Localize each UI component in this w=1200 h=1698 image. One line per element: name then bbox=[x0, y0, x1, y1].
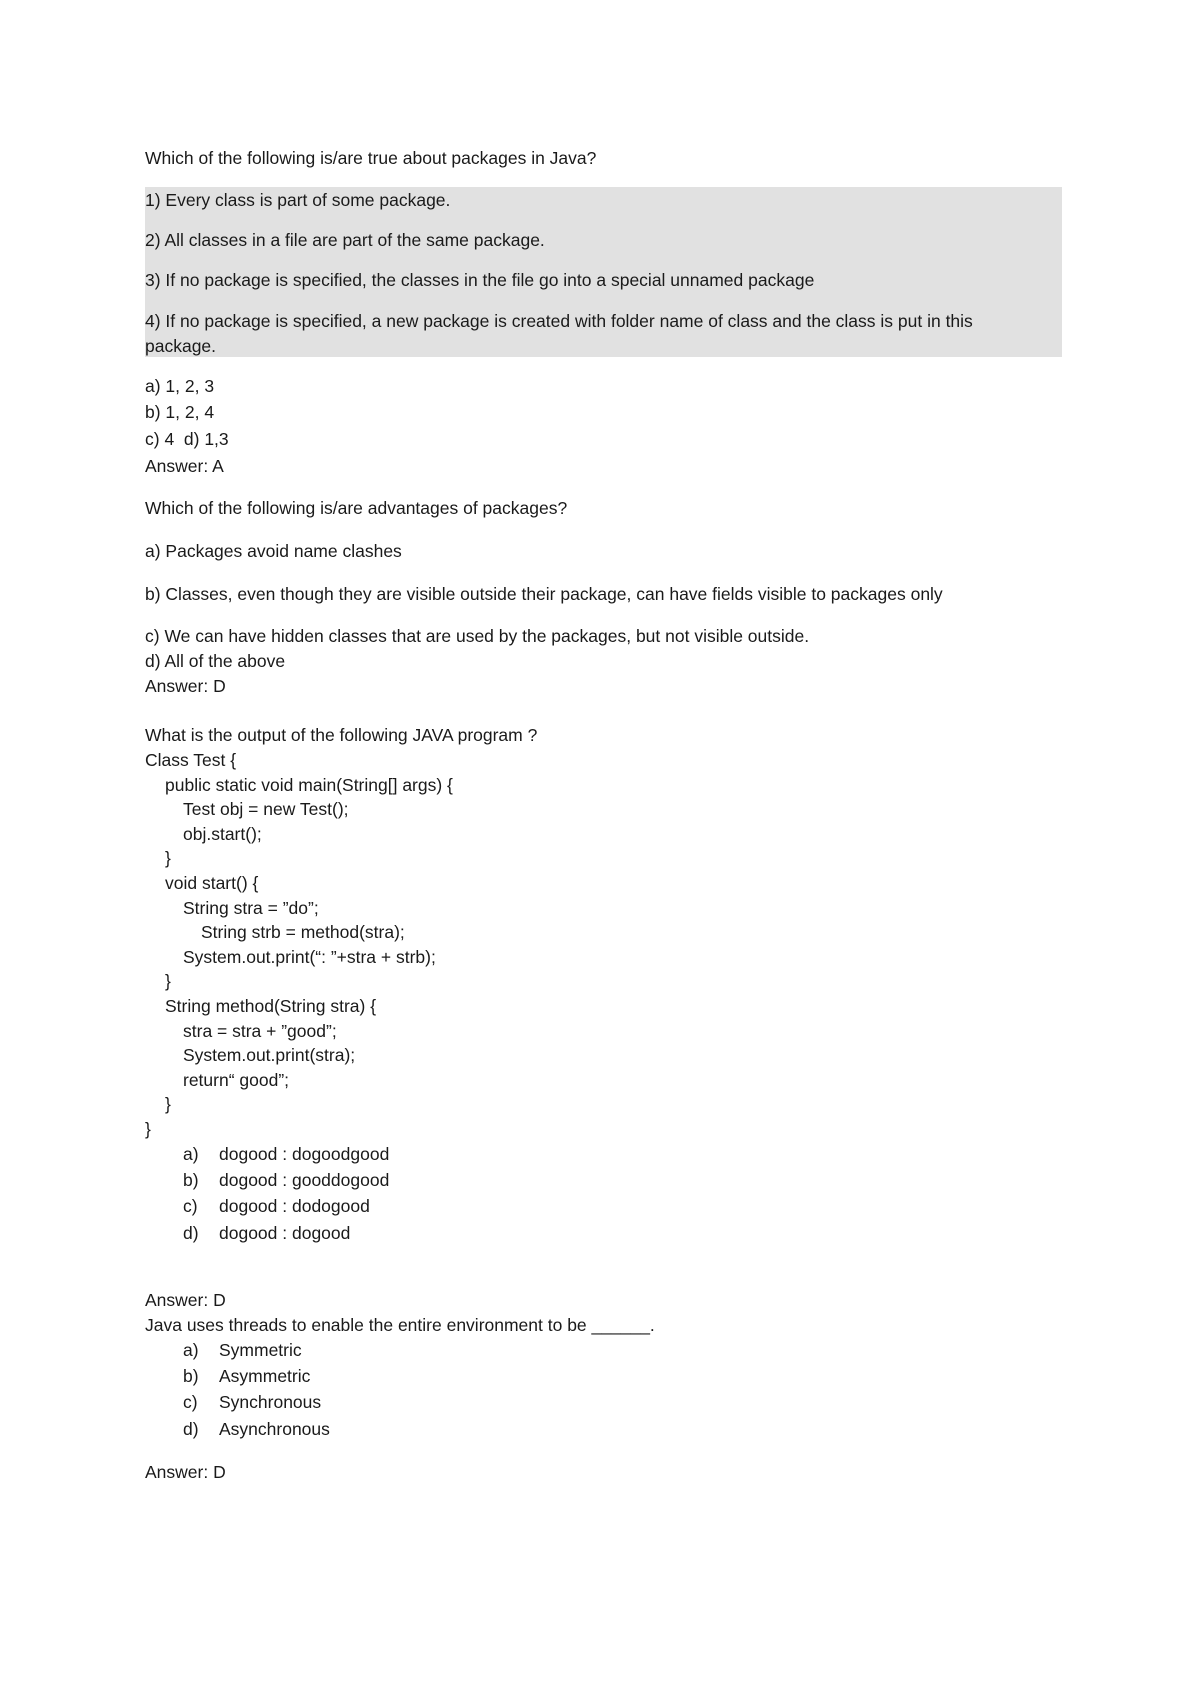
q1-statement-1: 1) Every class is part of some package. bbox=[145, 190, 451, 210]
code-line: public static void main(String[] args) { bbox=[165, 775, 453, 795]
q3-question: What is the output of the following JAVA program ? bbox=[145, 725, 538, 745]
code-line: return“ good”; bbox=[183, 1070, 290, 1090]
q2-option-a: a) Packages avoid name clashes bbox=[145, 541, 402, 561]
code-line: String strb = method(stra); bbox=[201, 922, 405, 942]
q1-statement-3: 3) If no package is specified, the classes in the file go into a special unnamed package bbox=[145, 270, 815, 290]
option-text: Asynchronous bbox=[219, 1419, 330, 1439]
option-label: b) bbox=[183, 1170, 199, 1190]
q1-question: Which of the following is/are true about packages in Java? bbox=[145, 148, 597, 168]
q1-option-b: b) 1, 2, 4 bbox=[145, 402, 215, 422]
code-line: stra = stra + ”good”; bbox=[183, 1021, 337, 1041]
code-line: obj.start(); bbox=[183, 824, 262, 844]
q1-answer: Answer: A bbox=[145, 456, 224, 476]
option-label: a) bbox=[183, 1144, 199, 1164]
option-text: Asymmetric bbox=[219, 1366, 311, 1386]
code-line: } bbox=[165, 848, 171, 868]
q4-option-b bbox=[183, 1364, 310, 1389]
option-label: c) bbox=[183, 1196, 198, 1216]
q4-question: Java uses threads to enable the entire environment to be ______. bbox=[145, 1315, 655, 1335]
code-line: String method(String stra) { bbox=[165, 996, 377, 1016]
q1-statement-2: 2) All classes in a file are part of the same package. bbox=[145, 230, 545, 250]
q3-option-b bbox=[183, 1168, 389, 1193]
option-text: dogood : dogoodgood bbox=[219, 1144, 390, 1164]
option-label: d) bbox=[183, 1419, 199, 1439]
q2-option-c: c) We can have hidden classes that are used by the packages, but not visible outside. bbox=[145, 626, 810, 646]
option-text: Symmetric bbox=[219, 1340, 302, 1360]
code-line: } bbox=[165, 971, 171, 991]
option-label: d) bbox=[183, 1223, 199, 1243]
q1-statement-4: 4) If no package is specified, a new package is created with folder name of class and the class is put in this bbox=[145, 311, 973, 331]
q1-option-cd: c) 4 d) 1,3 bbox=[145, 429, 229, 449]
option-label: b) bbox=[183, 1366, 199, 1386]
option-text: dogood : dodogood bbox=[219, 1196, 370, 1216]
q1-statement-4-cont: package. bbox=[145, 336, 217, 356]
q2-option-b: b) Classes, even though they are visible outside their package, can have fields visible to packages only bbox=[145, 584, 943, 604]
option-label: a) bbox=[183, 1340, 199, 1360]
code-line: System.out.print(stra); bbox=[183, 1045, 356, 1065]
q4-option-a bbox=[183, 1338, 302, 1363]
option-text: dogood : gooddogood bbox=[219, 1170, 390, 1190]
code-line: } bbox=[165, 1094, 171, 1114]
q1-option-a: a) 1, 2, 3 bbox=[145, 376, 215, 396]
q3-answer: Answer: D bbox=[145, 1290, 226, 1310]
q4-option-c bbox=[183, 1390, 321, 1415]
q2-question: Which of the following is/are advantages of packages? bbox=[145, 498, 568, 518]
code-line: } bbox=[145, 1119, 151, 1139]
code-line: Class Test { bbox=[145, 750, 237, 770]
q3-option-a bbox=[183, 1142, 389, 1167]
code-line: void start() { bbox=[165, 873, 259, 893]
q4-option-d bbox=[183, 1417, 330, 1442]
q2-option-d: d) All of the above bbox=[145, 651, 286, 671]
code-line: System.out.print(“: ”+stra + strb); bbox=[183, 947, 436, 967]
option-label: c) bbox=[183, 1392, 198, 1412]
q3-option-c bbox=[183, 1194, 370, 1219]
option-text: Synchronous bbox=[219, 1392, 322, 1412]
code-line: Test obj = new Test(); bbox=[183, 799, 349, 819]
q4-answer: Answer: D bbox=[145, 1462, 226, 1482]
q3-option-d bbox=[183, 1221, 350, 1246]
q2-answer: Answer: D bbox=[145, 676, 226, 696]
option-text: dogood : dogood bbox=[219, 1223, 351, 1243]
code-line: String stra = ”do”; bbox=[183, 898, 319, 918]
